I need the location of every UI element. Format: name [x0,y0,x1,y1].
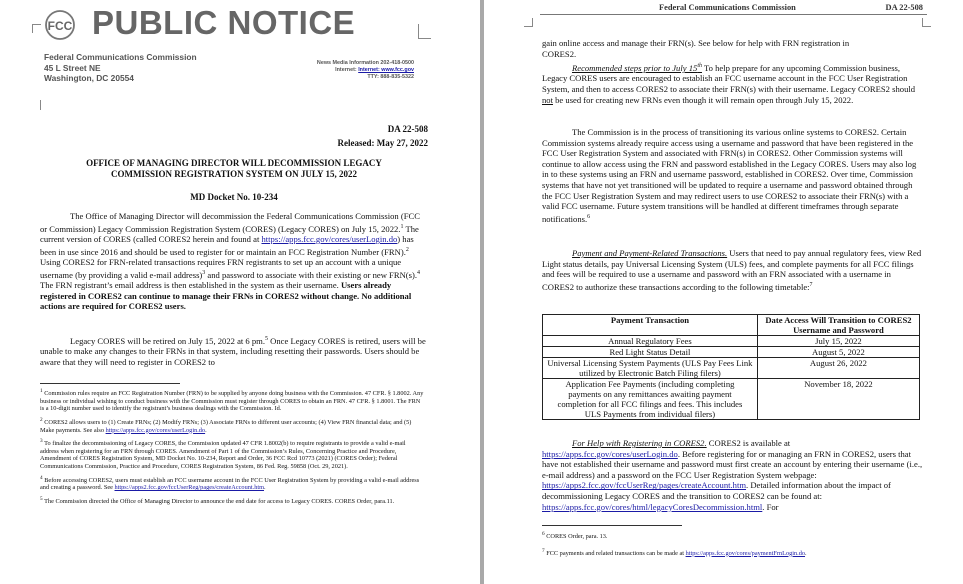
table-cell: July 15, 2022 [757,336,919,347]
crop-mark [922,18,931,27]
continuation-text [542,38,928,59]
payment-timetable [542,314,920,420]
user-registration-link[interactable]: https://apps2.fcc.gov/fccUserReg/pages/createAccount.htm [542,480,747,491]
footnote [542,531,922,541]
footnote-ref[interactable]: 7 [809,281,813,288]
table-row [543,379,920,420]
payment-heading: Payment and Payment-Related Transactions. [572,248,728,258]
internet-address: Internet: Internet: www.fcc.gov [335,66,414,73]
cores2-login-link[interactable]: https://apps.fcc.gov/cores/userLogin.do [542,448,678,459]
p1-text: Using CORES2 for FRN-related transactions requires FRN registrants to set up an account with a unique username (by providing a valid e-mail address) [40,257,402,280]
footnote-ref[interactable]: 5 [265,336,269,342]
tty-number: TTY: 888-835-5322 [367,73,414,80]
table-cell: August 26, 2022 [757,358,919,379]
p1-text: The FRN registrant’s email address is then established in the system as their username. [40,280,341,291]
table-row [543,336,920,347]
p2-text: Legacy CORES will be retired on July 15, 2022 at 6 pm. [70,335,266,346]
crop-mark [524,18,533,27]
footnote-text: Commission rules require an FCC Registration Number (FRN) to be supplied by anyone doing business with the Commission. 47 CFR. § 1.8002. Any business or individual wishing to conduct business with the Commission must register through CORES to obtain an FRN. 47 CFR. § 1.8001. The FRN is a 10-digit number used to identify the registrant’s business dealings with the Commission. Id. [40,390,424,413]
crop-mark [418,24,431,39]
table-cell: Universal Licensing System Payments (ULS Pay Fees Link utilized by Electronic Batch Filing filers) [543,358,758,379]
heading-line-2: COMMISSION REGISTRATION SYSTEM ON JULY 15, 2022 [111,168,357,179]
footnote-text: . [805,549,807,557]
paragraph-1 [40,211,426,312]
footnote-number: 1 [40,388,43,394]
footnote [40,438,424,470]
document-page-1 [0,0,480,584]
table-cell: Annual Regulatory Fees [543,336,758,347]
footnote [40,496,424,506]
table-header-transaction: Payment Transaction [543,315,758,336]
rec-text: To help prepare for any upcoming Commission business, Legacy CORES users are encouraged to establish an FCC username account in the FCC User Registration System, and then to access CORES2 to associate their FRN(s) with their username. Legacy CORES2 should [542,62,916,95]
release-info [338,122,428,150]
footnote-link[interactable]: https://apps2.fcc.gov/fccUserReg/pages/createAccount.htm [114,484,264,492]
notice-title: PUBLIC NOTICE [92,4,356,41]
footnote-ref[interactable]: 4 [417,269,420,276]
rec-heading-suffix: th [697,63,702,69]
payment-paragraph [542,248,924,292]
table-row [543,358,920,379]
p1-text: The Office of Managing Director will decommission the Federal Communications Commission (FCC or Commission) Legacy Commission Registration System (CORES) (Legacy CORES) on July 15, 2022. [40,211,420,234]
footnote-number: 2 [40,416,43,423]
decommission-info-link[interactable]: https://apps.fcc.gov/cores/html/legacyCoresDecommission.html [542,501,763,512]
help-text: CORES2 is available at [706,438,791,448]
continuation-line-1: gain online access and manage their FRN(s). See below for help with FRN registration in [542,38,850,48]
footnote-number: 4 [40,474,43,481]
footnote-ref[interactable]: 3 [202,269,206,276]
help-paragraph [542,438,926,512]
help-text: . Before registering for or managing an FRN in CORES2, users that have not established their username and password must first create an account by entering their username (i.e., e-mail address) and a password on the FCC User Registration System webpage: [542,448,923,480]
footnote-text: Before accessing CORES2, users must establish an FCC username account in the FCC User Registration System by providing a valid e-mail address and creating a password. See [40,476,420,492]
p1-text: ) has been in use since 2016 and should be used to register for or maintain an FCC Registration Number (FRN). [40,234,414,257]
footnote-text: CORES2 allows users to (1) Create FRNs; (2) Modify FRNs; (3) Associate FRNs to different user accounts; (4) View FRN financial data; and (5) Make payments. See also [40,418,412,434]
agency-address-block [44,52,197,84]
footnote-number: 7 [542,547,545,554]
cores2-login-link[interactable]: https://apps.fcc.gov/cores/userLogin.do [261,234,398,245]
paragraph-2 [40,334,426,368]
help-heading: For Help with Registering in CORES2. [572,438,707,448]
running-header-left: Federal Communications Commission [659,3,796,12]
footnote-separator [542,525,682,526]
fcc-logo [44,9,76,41]
table-cell: Application Fee Payments (including completing payments on any remittances awaiting payment completion for all FCC filings and fees. This includes ULS Payments from individual filers) [543,379,758,420]
footnote-text: . [205,426,207,434]
table-cell: August 5, 2022 [757,347,919,358]
footnote-number: 5 [40,495,43,502]
footnote-text: The Commission directed the Office of Managing Director to announce the end date for access to Legacy CORES. CORES Order, para.11. [44,498,395,505]
footnotes-page-1 [40,388,424,506]
heading-line-1: OFFICE OF MANAGING DIRECTOR WILL DECOMMISSION LEGACY [86,158,382,168]
notice-heading [40,158,428,179]
footnote-text: To finalize the decommissioning of Legacy CORES, the Commission updated 47 CFR 1.8002(b) to require registrants to provide a valid e-mail address when registering for an FRN through CORES. Amendment of Part 1 of the Commission’s Rules, Concerning Practice and Procedure, Amendment of CORES Registration System, MD Docket No. 10-234, Report and Order, 36 FCC Rcd 10773 (2021) (CORES Order); Federal Communications Commission, Practice and Procedure, CORES Registration System, 86 Fed. Reg. 59858 (Oct. 29, 2021). [40,440,406,471]
fcc-logo-text: FCC [47,19,73,33]
transition-text: The Commission is in the process of transitioning its various online systems to CORES2. Certain Commission systems already require access using a username and password that have been registered in the FCC User Registration System and associated with FRN(s) in CORES2. Other Commission systems will continue to allow access using the FRN and password established in the Legacy CORES. Users may also log in to these systems using an FRN and username password, established in CORES2. Over time, Commission systems that have not yet transitioned will be updated to require a username and password obtained through the FCC User Registration System and may redirect users to use CORES2 to associate their FRN(s) with a valid FCC username. Future system transitions will be handled at different timeframes through separate notifications. [542,127,917,224]
transition-paragraph [542,127,922,224]
p1-bold-text: Users already registered in CORES2 can continue to manage their FRNs in CORES2 without change. No additional actions are required for CORES2 users. [40,280,412,312]
recommended-steps-paragraph [542,61,922,105]
table-header-row [543,315,920,336]
internet-link[interactable]: Internet: www.fcc.gov [358,66,414,73]
p1-text: The current version of CORES (called CORES2 herein and found at [40,223,419,245]
media-contact-block [317,60,414,80]
table-header-date: Date Access Will Transition to CORES2 Username and Password [757,315,919,336]
agency-name: Federal Communications Commission [44,52,197,62]
payment-text: Users that need to pay annual regulatory fees, view Red Light status details, pay Universal Licensing System (ULS) fees, and complete payments for all FCC filings and fees will be required to use a username and password with an FRN associated with a username in CORES2 to authorize these transactions according to the following timetable: [542,248,922,292]
footnote-ref[interactable]: 1 [400,223,404,230]
footnote-link[interactable]: https://apps.fcc.gov/cores/paymentFrnLogin.do [685,549,806,557]
footnote-number: 3 [40,438,43,445]
footnote-text: . [264,484,266,492]
help-text: . For [762,501,779,512]
footnote-text: FCC payments and related transactions can be made at [546,549,686,557]
footnote [40,475,424,492]
footnote-ref[interactable]: 6 [587,213,591,220]
footnote-separator [40,383,180,384]
footnote [542,548,922,558]
agency-city: Washington, DC 20554 [44,73,134,83]
footnote-text: CORES Order, para. 13. [546,533,608,541]
docket-number: MD Docket No. 10-234 [190,192,278,202]
document-page-2 [484,0,963,584]
footnotes-page-2 [542,531,922,557]
media-info: News Media Information 202-418-0500 [316,60,414,66]
help-text: . Detailed information about the impact of decommissioning Legacy CORES and the transition to CORES2 can be found at: [542,480,891,501]
p2-text: Once Legacy CORES is retired, users will be unable to make any changes to their FRNs in that system, including resetting their passwords. Users should be aware that they will need to register in CORES2 to [40,335,426,368]
continuation-line-2: CORES2. [542,48,577,59]
table-cell: November 18, 2022 [757,379,919,420]
header-rule [540,14,927,15]
running-header-right: DA 22-508 [885,3,923,12]
release-date: Released: May 27, 2022 [337,138,428,148]
table-cell: Red Light Status Detail [543,347,758,358]
rec-heading-text: Recommended steps prior to July 15 [572,62,698,73]
crop-mark [32,24,41,33]
footnote-number: 6 [542,531,545,537]
p1-text: and password to associate with their existing or new FRN(s). [205,269,417,280]
crop-mark [40,100,42,110]
da-number: DA 22-508 [387,124,428,134]
footnote [40,417,424,434]
footnote [40,388,424,413]
recommended-steps-heading [572,63,702,73]
table-row [543,347,920,358]
footnote-ref[interactable]: 2 [405,246,409,253]
rec-text: be used for creating new FRNs even though it will remain open through July 15, 2022. [552,94,854,105]
rec-not-emphasis: not [542,94,553,105]
footnote-link[interactable]: https://apps.fcc.gov/cores/userLogin.do [105,426,206,434]
agency-street: 45 L Street NE [44,62,101,73]
